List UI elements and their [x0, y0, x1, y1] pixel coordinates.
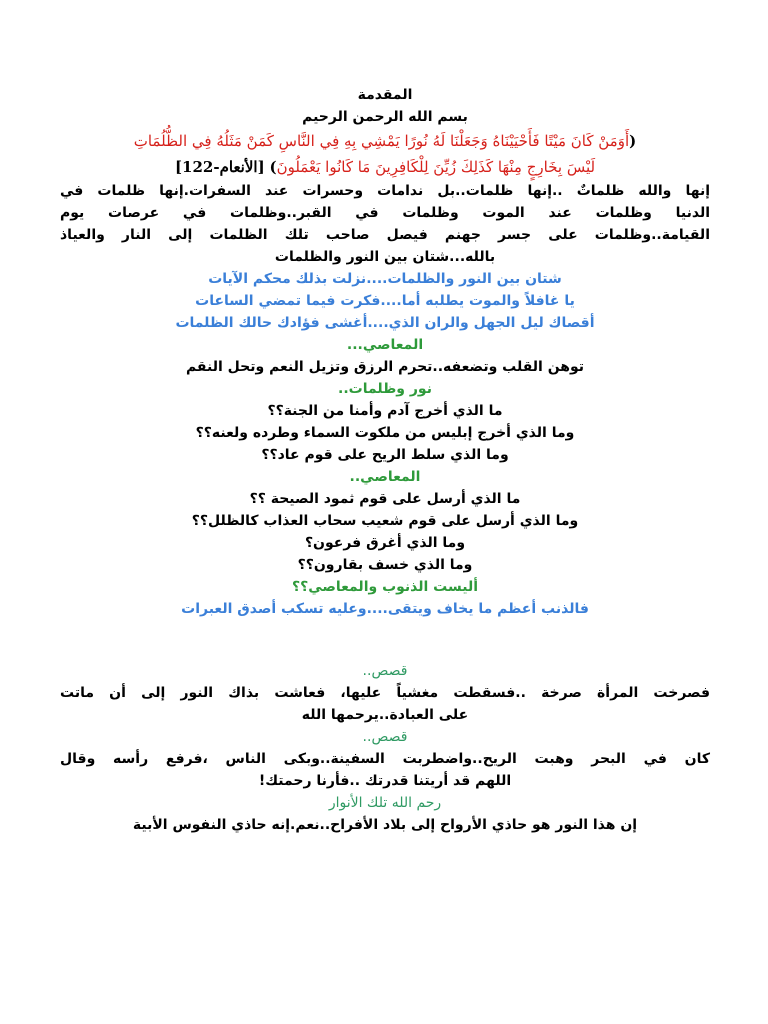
question-line: وما الذي أغرق فرعون؟	[304, 535, 466, 551]
verse-line-2	[60, 154, 710, 180]
section-heading-light: نور وظلمات..	[338, 381, 432, 397]
closing-verse: فالذنب أعظم ما يخاف ويتقى....وعليه تسكب أصدق العبرات	[181, 601, 589, 617]
intro-line: بالله...شتان بين النور والظلمات	[274, 249, 496, 265]
intro-line: القيامة..وظلمات على جسر جهنم فيصل صاحب تلك الظلمات إلى النار والعياذ	[60, 227, 710, 243]
question-line: وما الذي أرسل على قوم شعيب سحاب العذاب كالظلل؟؟	[191, 513, 579, 529]
final-line: إن هذا النور هو حاذي الأرواح إلى بلاد الأفراح..نعم.إنه حاذي النفوس الأبية	[132, 817, 638, 833]
page-title: المقدمة	[357, 87, 413, 103]
intro-line: إنها والله ظلماتٌ ..إنها ظلمات..بل ندامات وحسرات عند السفرات.إنها ظلمات في	[60, 183, 710, 199]
verse-reference: [الأنعام-122]	[174, 158, 265, 176]
question-line: وما الذي أخرج إبليس من ملكوت السماء وطرده ولعنه؟؟	[195, 425, 575, 441]
section-heading-sins-2: المعاصي..	[349, 469, 421, 485]
story-heading: قصص..	[362, 663, 408, 679]
story-line: كان في البحر وهبت الريح..واضطربت السفينة..وبكى الناس ،فرفع رأسه وقال	[60, 751, 710, 767]
story-line: فصرخت المرأة صرخة ..فسقطت مغشياً عليها، فعاشت بذاك النور إلى أن ماتت	[60, 685, 710, 701]
story-line: على العبادة..يرحمها الله	[301, 707, 469, 723]
question-line: ما الذي أرسل على قوم ثمود الصيحة ؟؟	[249, 491, 521, 507]
closing-question: أليست الذنوب والمعاصي؟؟	[291, 579, 479, 595]
question-line: ما الذي أخرج آدم وأمنا من الجنة؟؟	[267, 403, 503, 419]
question-line: وما الذي خسف بقارون؟؟	[297, 557, 473, 573]
intro-line: الدنيا وظلمات عند الموت وظلمات في القبر..وظلمات في عرصات يوم	[60, 205, 710, 221]
verse-text-2: لَيْسَ بِخَارِجٍ مِنْهَا كَذَلِكَ زُيِّنَ لِلْكَافِرِينَ مَا كَانُوا يَعْمَلُونَ	[276, 158, 596, 176]
poem-line: أقصاك ليل الجهل والران الذي....أغشى فؤادك حالك الظلمات	[175, 315, 595, 331]
verse-close-bracket: )	[269, 158, 277, 176]
poem-line: يا غافلاً والموت يطلبه أما....فكرت فيما تمضي الساعات	[195, 293, 575, 309]
document-page	[60, 84, 710, 836]
section-spacer	[60, 620, 710, 660]
story-heading: قصص..	[362, 729, 408, 745]
story-line: اللهم قد أريتنا قدرتك ..فأرنا رحمتك!	[258, 773, 512, 789]
verse-line-1	[60, 128, 710, 154]
mercy-line: رحم الله تلك الأنوار	[328, 795, 442, 811]
verse-open-bracket: (	[629, 132, 637, 150]
basmala: بسم الله الرحمن الرحيم	[302, 109, 468, 125]
sins-line: توهن القلب وتضعفه..تحرم الرزق وتزيل النعم وتحل النقم	[185, 359, 585, 375]
verse-text-1: أَوَمَنْ كَانَ مَيْتًا فَأَحْيَيْنَاهُ وَجَعَلْنَا لَهُ نُورًا يَمْشِي بِهِ فِي النَّاسِ كَمَنْ مَثَلُهُ فِي الظُّلُمَاتِ	[133, 132, 630, 150]
question-line: وما الذي سلط الريح على قوم عاد؟؟	[261, 447, 509, 463]
section-heading-sins: المعاصي...	[346, 337, 424, 353]
poem-line: شتان بين النور والظلمات....نزلت بذلك محكم الآيات	[208, 271, 562, 287]
